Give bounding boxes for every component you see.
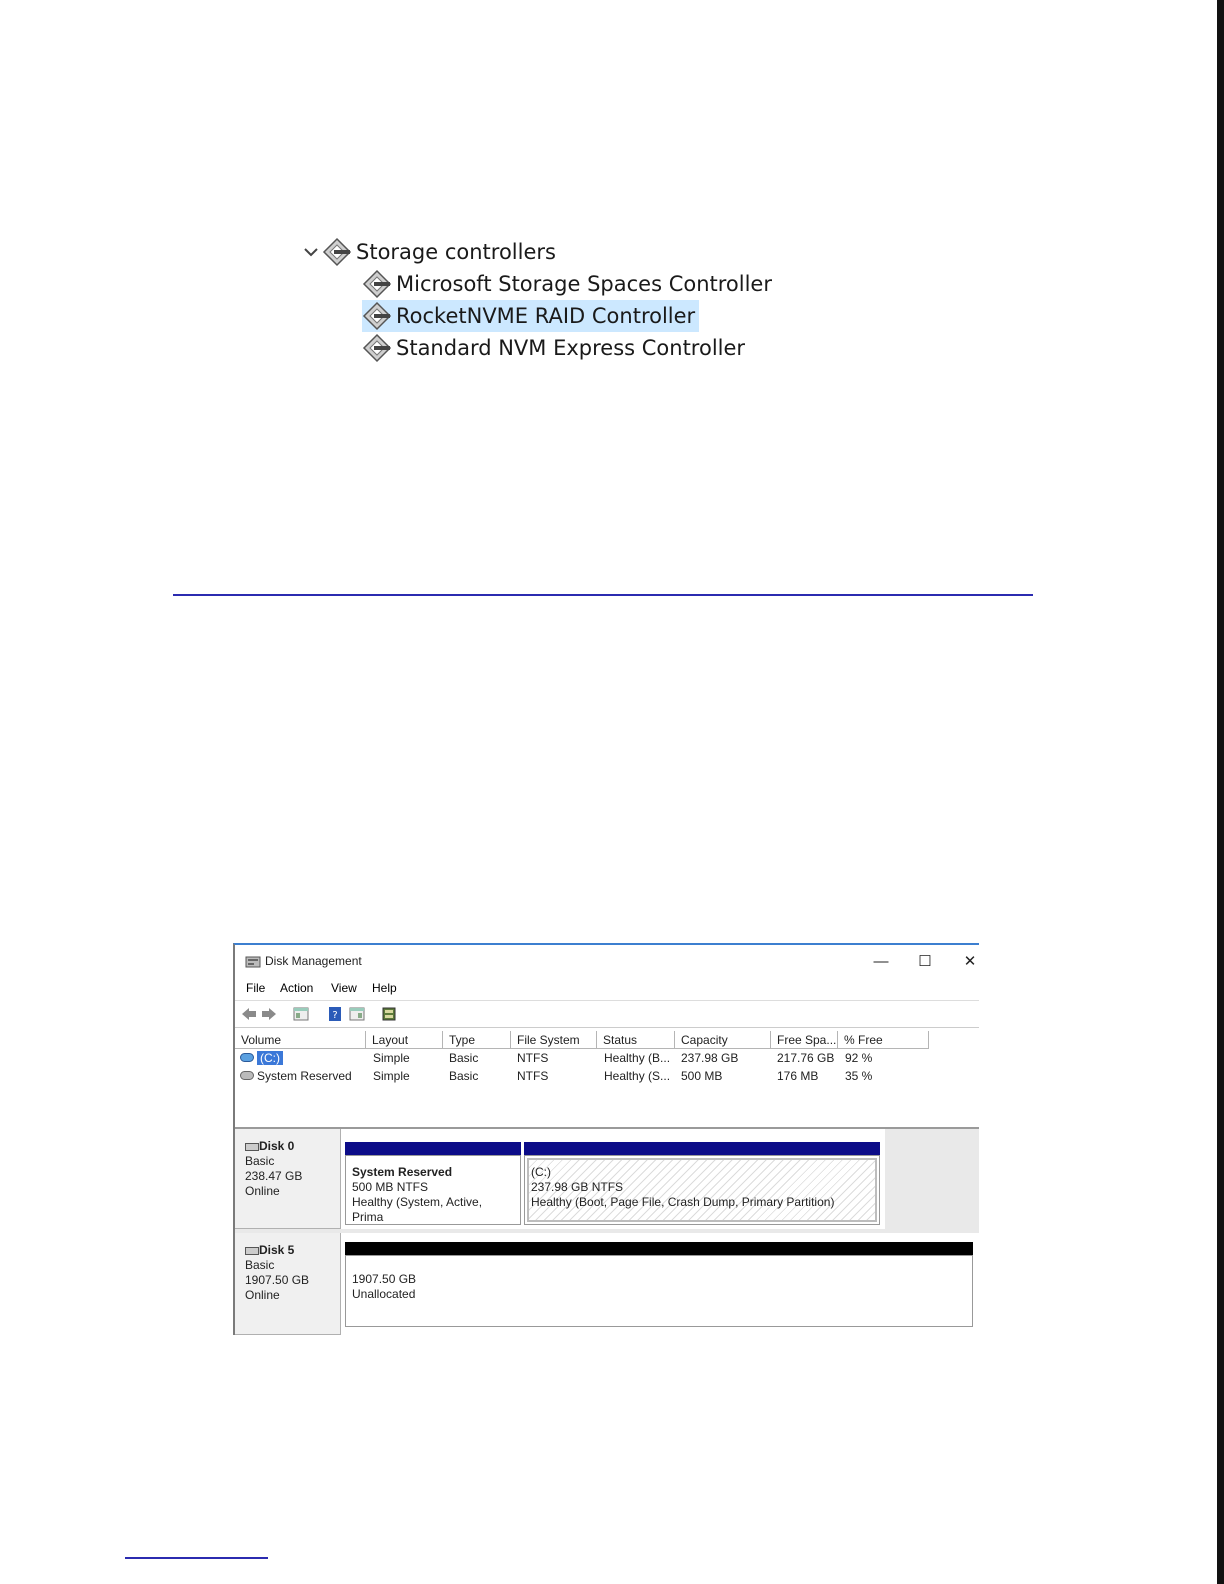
toolbar <box>235 1000 979 1028</box>
close-button[interactable]: ✕ <box>963 953 977 970</box>
cell-status: Healthy (S... <box>604 1069 671 1083</box>
tree-item-label: Microsoft Storage Spaces Controller <box>396 272 772 296</box>
cell-status: Healthy (B... <box>604 1051 671 1065</box>
properties-pane-icon[interactable] <box>349 1006 365 1022</box>
cell-layout: Simple <box>373 1069 410 1083</box>
show-hide-console-tree-icon[interactable] <box>293 1006 309 1022</box>
column-header-percent-free[interactable]: % Free <box>838 1031 929 1049</box>
partition-header-bar <box>345 1142 521 1155</box>
disk-name: Disk 0 <box>259 1139 295 1153</box>
tree-item-microsoft-storage-spaces[interactable] <box>362 268 776 300</box>
volume-icon <box>240 1053 254 1062</box>
minimize-button[interactable]: — <box>873 953 889 970</box>
column-header-volume[interactable]: Volume <box>235 1031 366 1049</box>
tree-category-storage-controllers[interactable] <box>300 236 560 268</box>
cell-file-system: NTFS <box>517 1051 549 1065</box>
horizontal-rule <box>173 594 1033 596</box>
tree-item-rocketnvme-raid[interactable] <box>362 300 699 332</box>
disk-state: Online <box>245 1288 280 1302</box>
storage-controller-icon <box>322 237 352 267</box>
tree-item-label: Standard NVM Express Controller <box>396 336 746 360</box>
volume-list <box>235 1031 979 1130</box>
page-edge-bar <box>1217 0 1224 1584</box>
partition-status: Healthy (System, Active, Prima <box>352 1195 483 1224</box>
menu-file[interactable]: File <box>246 981 266 995</box>
partition-status: Healthy (Boot, Page File, Crash Dump, Primary Partition) <box>531 1195 835 1209</box>
title-bar[interactable] <box>235 945 979 979</box>
partition-size: 500 MB NTFS <box>352 1180 429 1194</box>
menu-view[interactable]: View <box>331 981 357 995</box>
cell-free-space: 176 MB <box>777 1069 819 1083</box>
chevron-down-icon[interactable] <box>300 241 322 263</box>
partition-size: 237.98 GB NTFS <box>531 1180 624 1194</box>
partition-c-drive[interactable] <box>524 1155 880 1225</box>
disk-kind: Basic <box>245 1154 275 1168</box>
cell-layout: Simple <box>373 1051 410 1065</box>
partition-status: Unallocated <box>352 1287 416 1301</box>
disk-state: Online <box>245 1184 280 1198</box>
partition-unallocated[interactable] <box>345 1255 973 1327</box>
column-header-capacity[interactable]: Capacity <box>675 1031 771 1049</box>
storage-controller-icon <box>362 269 392 299</box>
column-header-layout[interactable]: Layout <box>366 1031 443 1049</box>
partition-name: System Reserved <box>352 1165 453 1179</box>
cell-capacity: 500 MB <box>681 1069 723 1083</box>
cell-file-system: NTFS <box>517 1069 549 1083</box>
disk-size: 1907.50 GB <box>245 1273 310 1287</box>
disk-settings-icon[interactable] <box>381 1006 397 1022</box>
disk-icon <box>245 1143 259 1151</box>
disk-size: 238.47 GB <box>245 1169 303 1183</box>
disk-graphical-view <box>235 1129 979 1335</box>
tree-category-label: Storage controllers <box>356 240 556 264</box>
cell-percent-free: 35 % <box>845 1069 873 1083</box>
svg-text:?: ? <box>332 1010 338 1021</box>
disk-kind: Basic <box>245 1258 275 1272</box>
volume-icon <box>240 1071 254 1080</box>
partition-header-bar <box>345 1242 973 1255</box>
partition-size: 1907.50 GB <box>352 1272 417 1286</box>
column-header-free-space[interactable]: Free Spa... <box>771 1031 838 1049</box>
disk-management-icon <box>245 955 261 969</box>
disk-management-window <box>233 943 979 1335</box>
disk-5-label[interactable] <box>235 1233 341 1335</box>
cell-type: Basic <box>449 1069 479 1083</box>
disk-0-label[interactable] <box>235 1129 341 1229</box>
cell-free-space: 217.76 GB <box>777 1051 835 1065</box>
menu-help[interactable]: Help <box>372 981 397 995</box>
disk-icon <box>245 1247 259 1255</box>
menu-bar <box>235 979 979 999</box>
forward-arrow-icon[interactable] <box>261 1006 277 1022</box>
cell-volume: System Reserved <box>257 1069 352 1083</box>
column-header-status[interactable]: Status <box>597 1031 675 1049</box>
cell-capacity: 237.98 GB <box>681 1051 739 1065</box>
column-header-file-system[interactable]: File System <box>511 1031 597 1049</box>
menu-action[interactable]: Action <box>280 981 314 995</box>
back-arrow-icon[interactable] <box>241 1006 257 1022</box>
partition-name: (C:) <box>531 1165 551 1179</box>
maximize-button[interactable]: ☐ <box>918 953 932 970</box>
column-header-type[interactable]: Type <box>443 1031 511 1049</box>
cell-volume: (C:) <box>257 1051 283 1065</box>
cell-percent-free: 92 % <box>845 1051 873 1065</box>
tree-item-standard-nvm-express[interactable] <box>362 332 749 364</box>
storage-controller-icon <box>362 301 392 331</box>
footnote-rule <box>125 1557 268 1559</box>
tree-item-label: RocketNVME RAID Controller <box>396 304 696 328</box>
partition-header-bar <box>524 1142 880 1155</box>
partition-system-reserved[interactable] <box>345 1155 521 1225</box>
window-title: Disk Management <box>265 954 362 968</box>
help-icon[interactable] <box>327 1006 343 1022</box>
storage-controller-icon <box>362 333 392 363</box>
disk-name: Disk 5 <box>259 1243 295 1257</box>
cell-type: Basic <box>449 1051 479 1065</box>
